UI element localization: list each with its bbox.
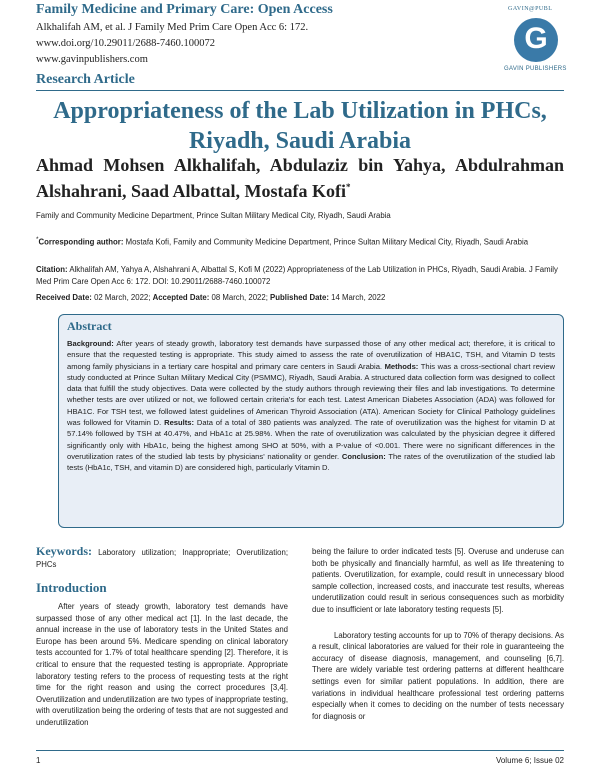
author-list [36, 154, 564, 202]
keywords-text: Laboratory utilization; Inappropriate; Overutilization; PHCs [36, 548, 288, 569]
corresponding-mark: * [36, 236, 39, 243]
citation-label: Citation: [36, 265, 68, 274]
author-mark: * [346, 182, 351, 192]
publisher-logo [500, 6, 572, 86]
abstract-heading: Abstract [67, 319, 112, 333]
article-type: Research Article [36, 72, 135, 87]
received-date: 02 March, 2022; [91, 293, 153, 302]
corresponding-text: Mostafa Kofi, Family and Community Medicine Department, Prince Sultan Military Medical City, Riyadh, Saudi Arabia [123, 237, 529, 247]
results-text: Data of a total of 380 patients was analyzed. The rate of overutilization was the highest for vitamin D at 57.14% followed by TSH at 40.47%, and HbA1c at 25.98%. When the rate of overutilization was calculated by the physician degree it differed significantly only with HbA1c, being the highest among SHO at 50%, with a P-value of <0.001. There were no significant differences in the overutilization rates of the studied lab tests by physicians' nationality or gender. [67, 418, 555, 461]
intro-paragraph-1: After years of steady growth, laboratory test demands have surpassed those of any other medical act [1]. In the last decade, the annual increase in the use of laboratory tests in the United States and Europe has been around 5%. Medicare spending on clinical laboratory tests accounted for 1.7% of total healthcare spending [2]. Therefore, it is critical to ensure that the requested testing is appropriate. Appropriate laboratory testing refers to the process of requesting tests at the right time for the right reason and using the correct procedures [3,4]. Overutilization and underutilization are two types of inappropriate testing, with overutilization being the ordering of tests that are not suggested and underutilization [36, 602, 288, 727]
short-citation: Alkhalifah AM, et al. J Family Med Prim Care Open Acc 6: 172. [36, 22, 309, 33]
corresponding-label: Corresponding author: [38, 237, 124, 247]
article-dates [36, 292, 564, 304]
accepted-label: Accepted Date: [152, 293, 210, 302]
volume-issue: Volume 6; Issue 02 [495, 756, 564, 765]
publisher-website[interactable]: www.gavinpublishers.com [36, 54, 148, 65]
methods-label: Methods: [384, 361, 419, 371]
page-number: 1 [36, 756, 41, 765]
affiliation: Family and Community Medicine Department, Prince Sultan Military Medical City, Riyadh, Saudi Arabia [36, 211, 391, 220]
logo-name: GAVIN PUBLISHERS [504, 66, 567, 72]
intro-column-left [36, 601, 288, 729]
conclusion-label: Conclusion: [341, 451, 386, 461]
authors-text: Ahmad Mohsen Alkhalifah, Abdulaziz bin Yahya, Abdulrahman Alshahrani, Saad Albattal, Mostafa Kofi [36, 155, 564, 201]
methods-text: This was a cross-sectional chart review study conducted at Prince Sultan Military Medical City (PSMMC), Riyadh, Saudi Arabia. A structured data collection form was designed to collect data that fulfill the study objectives. Data were collected by the study authors through reviewing their files and lab investigations. To determine whether tests are over utilized or not, we followed certain criteria's for each test. Latest American Diabetes Association (ADA) was followed for HBA1C. For TSH test, we followed latest guidelines of American Thyroid Association (ATA). American Society for Clinical Pathology guidelines was followed for Vitamin D. [67, 361, 555, 428]
globe-icon [514, 18, 558, 62]
abstract-body [67, 338, 555, 474]
intro-column-right [312, 546, 564, 722]
published-label: Published Date: [270, 293, 329, 302]
introduction-heading: Introduction [36, 580, 107, 595]
intro-paragraph-3: Laboratory testing accounts for up to 70% of therapy decisions. As a result, clinical laboratories are valued for their role in guaranteeing the accuracy of disease diagnosis, management, and counseling [6,7]. There are widely variable test ordering patterns at different healthcare settings even for similar patient populations. In addition, there are variations in individual healthcare professional test ordering patterns especially when it comes to deciding on the number of tests necessary for diagnosis or [312, 630, 564, 721]
intro-paragraph-2: being the failure to order indicated tests [5]. Overuse and underuse can both be physically and financially harmful, as well as life threatening to patients. Overutilization, for example, could result in unnecessary blood sample collection, increased costs, and inaccurate test results, whereas underutilization could result in serious consequences such as morbidity due to insufficient or late laboratory testing requests [5]. [312, 547, 564, 614]
published-date: 14 March, 2022 [328, 293, 386, 302]
citation-text: Alkhalifah AM, Yahya A, Alshahrani A, Albattal S, Kofi M (2022) Appropriateness of the Lab Utilization in PHCs, Riyadh, Saudi Arabia. J Family Med Prim Care Open Acc 6: 172. DOI: 10.29011/2688-7460.100072 [36, 265, 558, 286]
background-label: Background: [67, 339, 114, 348]
journal-name: Family Medicine and Primary Care: Open Access [36, 2, 333, 17]
logo-brand: GAVIN@PUBL [508, 6, 553, 12]
keywords [36, 546, 288, 570]
corresponding-author [36, 234, 564, 249]
citation [36, 264, 564, 288]
keywords-label: Keywords: [36, 544, 92, 558]
footer-divider [36, 750, 564, 751]
paper-title: Appropriateness of the Lab Utilization in PHCs, Riyadh, Saudi Arabia [53, 98, 547, 154]
logo-letter: G [524, 22, 548, 55]
doi-link[interactable]: www.doi.org/10.29011/2688-7460.100072 [36, 38, 215, 49]
accepted-date: 08 March, 2022; [209, 293, 271, 302]
background-text: After years of steady growth, laboratory test demands have surpassed those of any other medical act; therefore, it is critical to ensure that the requested testing is appropriate. This study aimed to assess the rate of overutilization of HBA1C, TSH, and Vitamin D tests among family physicians in a tertiary care hospital and primary care centers in Saudi Arabia. [67, 339, 555, 371]
results-label: Results: [164, 418, 195, 428]
header-divider [36, 90, 564, 91]
abstract-box [58, 314, 564, 528]
conclusion-text: The rates of the overutilization of the studied lab tests (HbA1c, TSH, and vitamin D) are considered high, particularly Vitamin D. [67, 451, 555, 473]
received-label: Received Date: [36, 293, 92, 302]
